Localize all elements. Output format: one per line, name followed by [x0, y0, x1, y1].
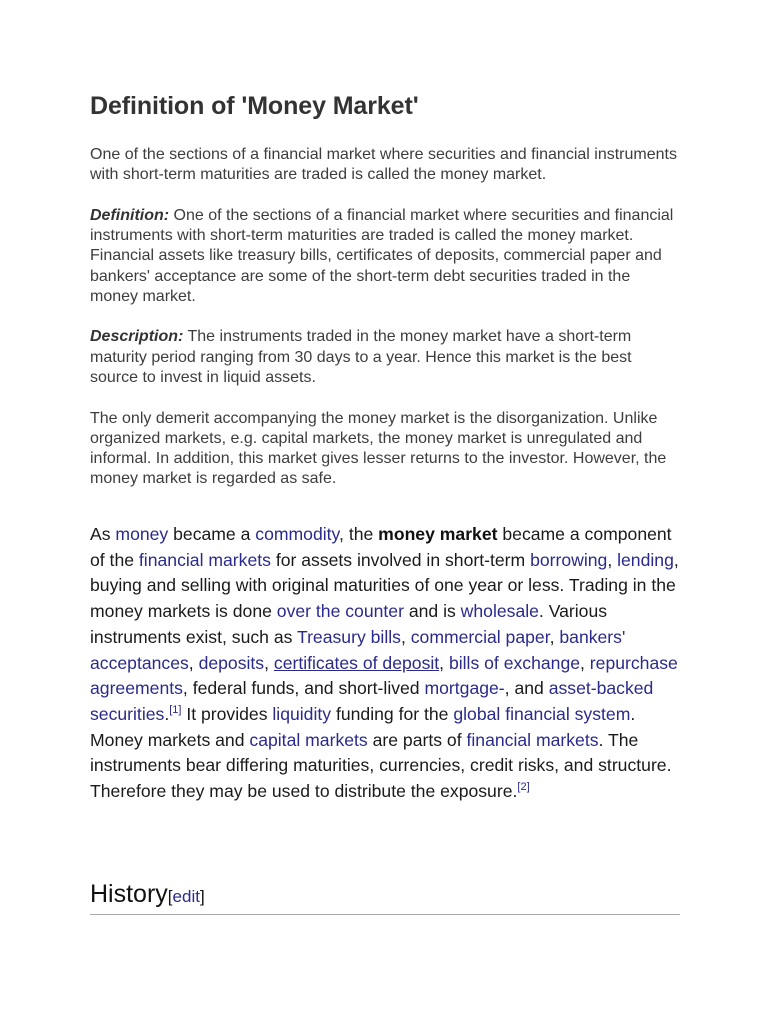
text-run: became a: [168, 524, 256, 544]
text-run: are parts of: [367, 729, 467, 750]
citation-2[interactable]: [517, 781, 529, 793]
description-paragraph: [90, 327, 682, 388]
link-borrowing[interactable]: borrowing: [530, 549, 608, 570]
history-edit-section: [168, 887, 205, 906]
link-asset-backed-securities[interactable]: asset-backed securities: [90, 678, 654, 724]
history-heading: [90, 880, 680, 915]
text-run: . Various instruments exist, such as: [90, 601, 608, 647]
intro-paragraph: One of the sections of a financial market where securities and financial instruments with short-term maturities are traded is called the money market.: [90, 146, 677, 184]
link-commodity[interactable]: commodity: [255, 524, 340, 544]
text-run: , buying and selling with original maturities of one year or less. Trading in the money markets is done: [90, 549, 679, 622]
link-mortgage[interactable]: mortgage-: [424, 678, 505, 699]
text-run: ,: [580, 652, 590, 673]
link-treasury-bills[interactable]: Treasury bills: [296, 626, 401, 647]
citation-2-link[interactable]: [2]: [517, 781, 530, 794]
text-run: became a component of the: [90, 524, 672, 570]
edit-close-bracket: ]: [199, 887, 205, 906]
definition-label: Definition:: [90, 206, 170, 224]
text-run: , the: [339, 524, 379, 544]
edit-open-bracket: [: [167, 887, 173, 906]
article-title: Definition of 'Money Market': [90, 92, 419, 120]
text-run: It provides: [181, 703, 273, 724]
link-liquidity[interactable]: liquidity: [272, 703, 332, 724]
definition-text: One of the sections of a financial market where securities and financial instruments with short-term maturities are traded is called the money market. Financial assets like treasury bills, certificates of deposits, commercial paper and bankers' acceptance are some of the short-term debt securities traded in the money market.: [90, 206, 674, 305]
link-certificates-of-deposit[interactable]: certificates of deposit: [273, 652, 440, 673]
definition-paragraph: [90, 206, 682, 307]
definition-section: [90, 145, 682, 510]
link-financial-markets-2[interactable]: financial markets: [466, 729, 599, 750]
text-run: ,: [188, 652, 199, 673]
edit-link[interactable]: edit: [172, 887, 200, 906]
history-label: History: [90, 880, 168, 908]
link-money[interactable]: money: [115, 524, 169, 544]
link-bills-of-exchange[interactable]: bills of exchange: [448, 652, 581, 673]
description-text: The instruments traded in the money market have a short-term maturity period ranging from 30 days to a year. Hence this market is the best source to invest in liquid assets.: [90, 328, 632, 386]
text-run: funding for the: [331, 703, 454, 724]
link-commercial-paper[interactable]: commercial paper: [410, 626, 550, 647]
text-run: ,: [549, 626, 560, 647]
link-capital-markets[interactable]: capital markets: [249, 729, 368, 750]
text-run: ,: [400, 626, 411, 647]
text-run: and is: [403, 601, 461, 622]
citation-1-link[interactable]: [1]: [169, 703, 182, 716]
text-run: .: [164, 703, 170, 724]
link-deposits[interactable]: deposits: [198, 652, 265, 673]
text-run: . Money markets and: [90, 703, 636, 750]
link-lending[interactable]: lending: [617, 549, 674, 570]
text-run: ,: [264, 652, 274, 673]
link-over-the-counter[interactable]: over the counter: [276, 601, 404, 622]
demerit-paragraph: The only demerit accompanying the money market is the disorganization. Unlike organized markets, e.g. capital markets, the money market is unregulated and informal. In addition, this market gives lesser returns to the investor. However, the money market is regarded as safe.: [90, 409, 667, 488]
link-global-financial-system[interactable]: global financial system: [453, 703, 631, 724]
text-run: , federal funds, and short-lived: [182, 678, 425, 699]
text-run: As: [90, 524, 116, 544]
text-run: ,: [607, 549, 618, 570]
link-financial-markets[interactable]: financial markets: [138, 549, 271, 570]
link-wholesale[interactable]: wholesale: [460, 601, 539, 622]
text-run: . The instruments bear differing maturities, currencies, credit risks, and structure. Therefore they may be used to distribute the exposure.: [90, 729, 672, 802]
text-run: , and: [504, 678, 549, 699]
description-label: Description:: [90, 328, 184, 346]
link-bankers-acceptances[interactable]: bankers' acceptances: [90, 626, 626, 673]
wiki-paragraph: [90, 522, 682, 805]
money-market-bold: money market: [378, 524, 498, 544]
link-repurchase-agreements[interactable]: repurchase agreements: [90, 652, 678, 699]
text-run: ,: [439, 652, 449, 673]
text-run: for assets involved in short-term: [270, 549, 531, 570]
citation-1[interactable]: [169, 704, 181, 716]
